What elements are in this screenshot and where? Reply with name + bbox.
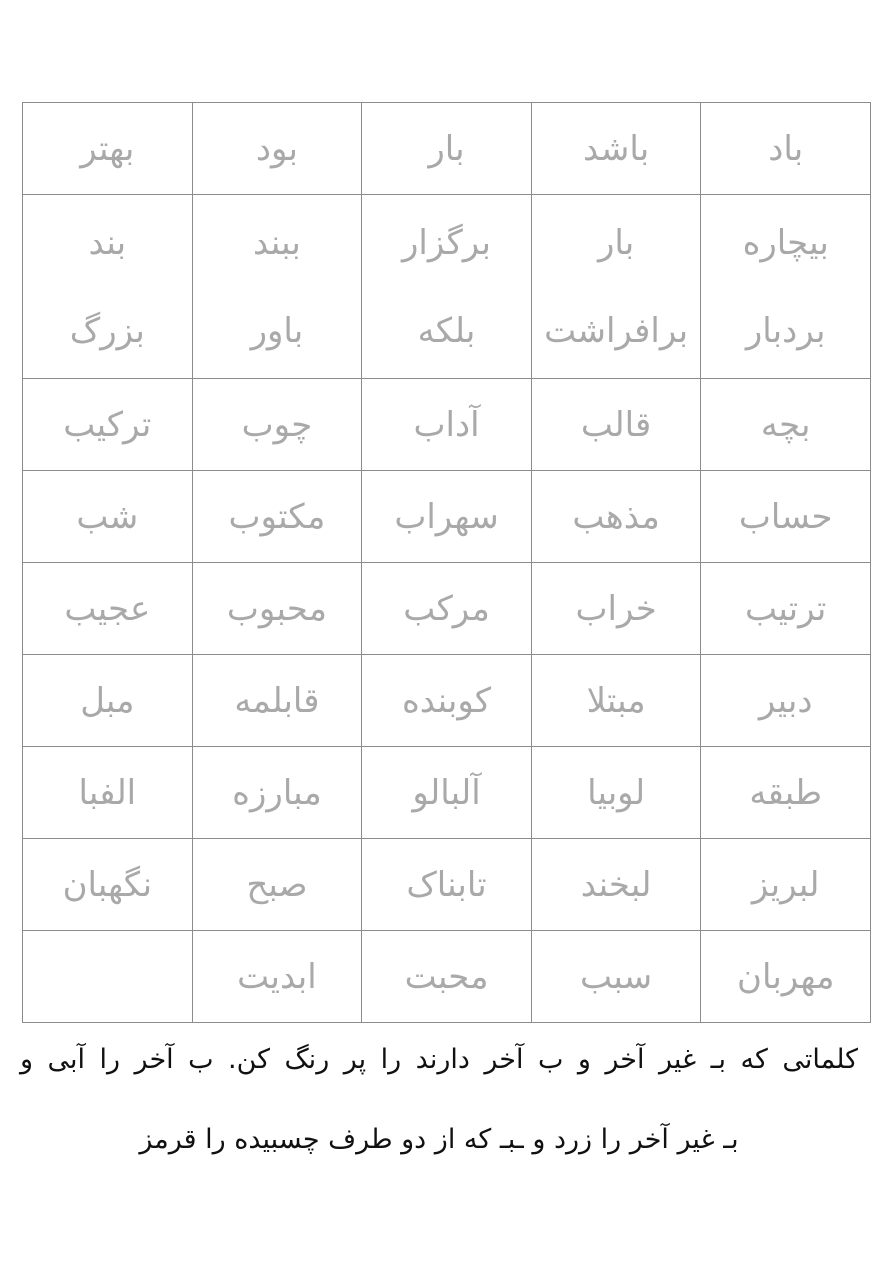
word-text: سبب bbox=[580, 956, 653, 997]
grid-row bbox=[23, 563, 871, 655]
instructions-block bbox=[20, 1030, 858, 1170]
word-text: لبریز bbox=[751, 864, 820, 905]
grid-cell bbox=[362, 563, 532, 655]
instruction-line-2: بـ غیر آخر را زرد و ـبـ که از دو طرف چسبیده را قرمز bbox=[139, 1124, 739, 1155]
grid-row bbox=[23, 931, 871, 1023]
grid-cell bbox=[192, 563, 362, 655]
word-text: قابلمه bbox=[234, 680, 320, 721]
grid-cell bbox=[531, 839, 701, 931]
word-text: خراب bbox=[575, 588, 657, 629]
grid-cell bbox=[192, 655, 362, 747]
grid-cell bbox=[362, 471, 532, 563]
word-text: بلکه bbox=[417, 310, 476, 351]
grid-cell bbox=[531, 747, 701, 839]
grid-cell bbox=[362, 655, 532, 747]
grid-row bbox=[23, 379, 871, 471]
grid-cell bbox=[701, 839, 871, 931]
grid-cell bbox=[531, 195, 701, 379]
word-text: ترکیب bbox=[63, 404, 152, 445]
word-text: باشد bbox=[583, 128, 650, 169]
word-grid-body bbox=[23, 103, 871, 1023]
worksheet-table-container bbox=[22, 102, 871, 1022]
word-grid bbox=[22, 102, 871, 1023]
grid-cell bbox=[531, 655, 701, 747]
grid-cell bbox=[192, 931, 362, 1023]
grid-cell bbox=[701, 195, 871, 379]
word-text: چوب bbox=[241, 404, 313, 445]
grid-row bbox=[23, 839, 871, 931]
grid-cell bbox=[192, 839, 362, 931]
word-text: مکتوب bbox=[228, 496, 326, 537]
word-text: برافراشت bbox=[544, 310, 689, 351]
grid-cell bbox=[362, 103, 532, 195]
grid-cell bbox=[531, 103, 701, 195]
word-text: ترتیب bbox=[745, 588, 827, 629]
grid-cell bbox=[362, 747, 532, 839]
word-text: بار bbox=[428, 128, 465, 169]
grid-cell bbox=[23, 839, 193, 931]
grid-cell bbox=[192, 747, 362, 839]
grid-cell bbox=[701, 747, 871, 839]
word-text: بیچاره bbox=[742, 222, 829, 263]
grid-cell bbox=[192, 379, 362, 471]
grid-cell bbox=[701, 471, 871, 563]
word-text: بار bbox=[597, 222, 635, 263]
word-text: لوبیا bbox=[587, 772, 646, 813]
word-text: برگزار bbox=[401, 222, 492, 263]
grid-cell bbox=[192, 103, 362, 195]
word-text: صبح bbox=[246, 864, 308, 905]
word-text: محبت bbox=[404, 956, 489, 997]
word-text: سهراب bbox=[394, 496, 499, 537]
grid-cell bbox=[23, 931, 193, 1023]
word-text: عجیب bbox=[64, 588, 151, 629]
grid-cell bbox=[192, 471, 362, 563]
word-text: آلبالو bbox=[412, 772, 481, 813]
grid-row bbox=[23, 103, 871, 195]
word-text: بود bbox=[255, 128, 298, 169]
word-text: بزرگ bbox=[69, 310, 145, 351]
word-text: بچه bbox=[760, 404, 811, 445]
grid-cell bbox=[362, 379, 532, 471]
word-text: تابناک bbox=[406, 864, 487, 905]
word-text: آداب bbox=[413, 404, 480, 445]
instruction-line-1: کلماتی که بـ غیر آخر و ب آخر دارند را پر رنگ کن. ب آخر را آبی و bbox=[20, 1044, 858, 1075]
grid-cell bbox=[23, 379, 193, 471]
word-text: مبارزه bbox=[232, 772, 322, 813]
word-text: مرکب bbox=[403, 588, 490, 629]
grid-cell bbox=[362, 839, 532, 931]
grid-cell bbox=[701, 103, 871, 195]
grid-cell bbox=[531, 563, 701, 655]
grid-cell bbox=[23, 655, 193, 747]
word-text: دبیر bbox=[758, 680, 813, 721]
word-text: قالب bbox=[580, 404, 652, 445]
word-text: لبخند bbox=[580, 864, 652, 905]
grid-cell bbox=[23, 103, 193, 195]
word-text: باد bbox=[768, 128, 804, 169]
grid-cell bbox=[701, 563, 871, 655]
grid-row bbox=[23, 747, 871, 839]
word-text: مهربان bbox=[736, 956, 835, 997]
word-text: بهتر bbox=[80, 128, 135, 169]
word-text: کوبنده bbox=[401, 680, 492, 721]
grid-cell bbox=[23, 471, 193, 563]
grid-cell bbox=[531, 471, 701, 563]
word-text: مبل bbox=[80, 680, 135, 721]
word-text: حساب bbox=[738, 496, 833, 537]
word-text: باور bbox=[250, 310, 304, 351]
grid-row bbox=[23, 655, 871, 747]
grid-cell bbox=[531, 379, 701, 471]
grid-row bbox=[23, 471, 871, 563]
word-text: الفبا bbox=[78, 772, 137, 813]
grid-cell bbox=[701, 931, 871, 1023]
word-text: مذهب bbox=[572, 496, 660, 537]
word-text: شب bbox=[76, 496, 139, 537]
word-text: طبقه bbox=[749, 772, 823, 813]
word-text: محبوب bbox=[226, 588, 327, 629]
word-text: بردبار bbox=[745, 310, 826, 351]
word-text: ببند bbox=[253, 222, 301, 263]
word-text: مبتلا bbox=[586, 680, 646, 721]
grid-cell bbox=[23, 195, 193, 379]
grid-cell bbox=[362, 931, 532, 1023]
grid-cell bbox=[23, 747, 193, 839]
grid-cell bbox=[192, 195, 362, 379]
word-text: نگهبان bbox=[62, 864, 153, 905]
grid-cell bbox=[701, 655, 871, 747]
grid-cell bbox=[531, 931, 701, 1023]
grid-cell bbox=[23, 563, 193, 655]
word-text: ابدیت bbox=[237, 956, 317, 997]
grid-row bbox=[23, 195, 871, 379]
grid-cell bbox=[362, 195, 532, 379]
grid-cell bbox=[701, 379, 871, 471]
word-text: بند bbox=[88, 222, 127, 263]
